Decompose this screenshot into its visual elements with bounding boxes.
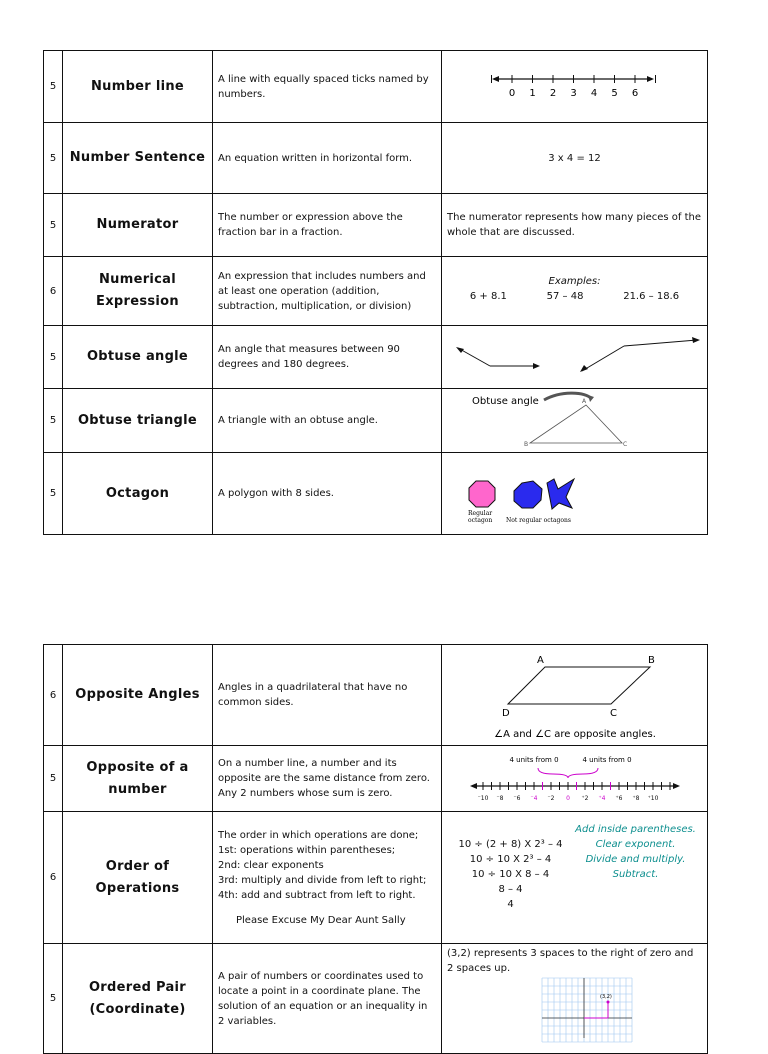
vertex-label: B — [524, 441, 529, 448]
definition-cell — [213, 812, 442, 944]
table-row — [44, 944, 708, 1054]
vocabulary-table-1 — [43, 50, 708, 535]
tick-label: 0 — [508, 88, 516, 99]
point-label: (3,2) — [600, 994, 612, 1000]
term-cell: Obtuse triangle — [63, 389, 213, 453]
vertex-label: C — [623, 441, 628, 448]
operation-step: 10 ÷ (2 + 8) X 2³ – 4 — [458, 839, 563, 850]
term-cell: Number Sentence — [63, 123, 213, 194]
example-cell — [442, 51, 708, 123]
obtuse-angle-label: Obtuse angle — [472, 396, 539, 407]
definition-cell: A pair of numbers or coordinates used to locate a point in a coordinate plane. The solution of an equation or an inequality in 2 variables. — [213, 944, 442, 1054]
tick-label: 1 — [529, 88, 536, 99]
table-row — [44, 453, 708, 535]
term-cell: Obtuse angle — [63, 326, 213, 389]
table-row — [44, 812, 708, 944]
definition-line: 2nd: clear exponents — [218, 859, 324, 871]
example-expression: 21.6 – 18.6 — [623, 291, 680, 302]
regular-octagon-label: octagon — [468, 517, 493, 524]
term-cell: Opposite Angles — [63, 645, 213, 746]
example-expression: 57 – 48 — [546, 291, 584, 302]
definition-cell: The number or expression above the fraction bar in a fraction. — [213, 194, 442, 257]
grade-cell: 5 — [44, 51, 63, 123]
definition-line: 4th: add and subtract from left to right. — [218, 889, 416, 901]
example-cell: 3 x 4 = 12 — [442, 123, 708, 194]
operation-step: 8 – 4 — [498, 884, 523, 895]
example-text: The numerator represents how many pieces of the whole that are discussed. — [447, 212, 702, 238]
term-line: Numerical — [99, 272, 176, 287]
example-expression: 6 + 8.1 — [469, 291, 507, 302]
opposite-angles-figure — [442, 645, 708, 745]
example-cell — [442, 389, 708, 453]
obtuse-angle-figure — [442, 326, 708, 388]
tick-label: ⁻2 — [547, 795, 555, 802]
term-line: Ordered Pair — [88, 979, 187, 995]
example-cell — [442, 944, 708, 1054]
definition-line: 1st: operations within parentheses; — [218, 844, 396, 856]
tick-label: ⁻4 — [530, 795, 538, 802]
octagon-figure — [442, 453, 708, 534]
operation-note: Divide and multiply. — [585, 854, 686, 865]
brace-label: 4 units from 0 — [582, 756, 632, 764]
operation-step: 4 — [507, 899, 514, 910]
term-line: Expression — [96, 294, 179, 309]
definition-line: The order in which operations are done; — [218, 829, 419, 841]
definition-cell: An expression that includes numbers and at least one operation (addition, subtraction, multiplication, or division) — [213, 257, 442, 326]
grade-cell: 6 — [44, 645, 63, 746]
vertex-label: A — [537, 655, 544, 666]
grade-cell: 5 — [44, 194, 63, 257]
tick-label: ⁺2 — [581, 795, 589, 802]
grade-cell: 6 — [44, 257, 63, 326]
tick-label: 4 — [590, 88, 598, 99]
grade-cell: 5 — [44, 389, 63, 453]
obtuse-triangle-figure — [442, 389, 708, 452]
vertex-label: C — [610, 708, 617, 719]
definition-cell: Angles in a quadrilateral that have no common sides. — [213, 645, 442, 746]
grade-cell: 5 — [44, 123, 63, 194]
definition-line: 3rd: multiply and divide from left to right; — [218, 874, 427, 886]
vertex-label: D — [502, 708, 510, 719]
tick-label: ⁻8 — [496, 795, 504, 802]
term-cell: Number line — [63, 51, 213, 123]
vocabulary-table-2 — [43, 644, 708, 1054]
opposite-number-line-figure — [442, 746, 708, 811]
examples-heading: Examples: — [548, 276, 601, 287]
operation-step: 10 ÷ 10 X 8 – 4 — [471, 869, 550, 880]
term-cell: Numerator — [63, 194, 213, 257]
tick-label: 2 — [549, 88, 557, 99]
regular-octagon-shape — [469, 481, 495, 507]
mnemonic-line: Please Excuse My Dear Aunt Sally — [236, 914, 406, 926]
example-cell — [442, 257, 708, 326]
table-row — [44, 51, 708, 123]
operation-note: Add inside parentheses. — [575, 824, 696, 835]
opposite-angles-caption: ∠A and ∠C are opposite angles. — [494, 729, 656, 740]
term-cell — [63, 812, 213, 944]
table-row — [44, 389, 708, 453]
coordinate-plane-figure — [442, 976, 708, 1046]
term-line: number — [108, 781, 167, 797]
table-row — [44, 123, 708, 194]
table-row — [44, 257, 708, 326]
term-line: Order of — [105, 858, 170, 874]
grade-cell: 5 — [44, 746, 63, 812]
irregular-octagon-shape — [547, 479, 574, 509]
tick-label: 5 — [611, 88, 618, 99]
irregular-octagon-label: Not regular octagons — [506, 517, 571, 524]
tick-label: 6 — [631, 88, 639, 99]
example-cell — [442, 194, 708, 257]
term-cell — [63, 944, 213, 1054]
example-cell — [442, 326, 708, 389]
example-cell — [442, 746, 708, 812]
term-cell: Octagon — [63, 453, 213, 535]
term-line: (Coordinate) — [89, 1001, 186, 1017]
term-line: Opposite of a — [86, 759, 189, 775]
irregular-octagon-shape — [514, 481, 542, 508]
tick-label: 3 — [570, 88, 577, 99]
term-line: Operations — [95, 880, 180, 896]
example-cell — [442, 812, 708, 944]
vertex-label: A — [582, 398, 587, 405]
tick-label: ⁺6 — [615, 795, 623, 802]
operation-note: Clear exponent. — [595, 839, 676, 850]
tick-label: ⁻10 — [477, 795, 489, 802]
operation-note: Subtract. — [612, 869, 659, 880]
tick-label: ⁺4 — [598, 795, 606, 802]
tick-label: 0 — [566, 795, 570, 802]
tick-label: ⁻6 — [513, 795, 521, 802]
number-line-figure — [442, 51, 708, 122]
definition-cell: A polygon with 8 sides. — [213, 453, 442, 535]
example-text: (3,2) represents 3 spaces to the right of zero and 2 spaces up. — [447, 948, 694, 974]
table-row — [44, 326, 708, 389]
vertex-label: B — [648, 655, 655, 666]
example-cell — [442, 453, 708, 535]
definition-cell: An equation written in horizontal form. — [213, 123, 442, 194]
term-cell — [63, 746, 213, 812]
grade-cell: 5 — [44, 326, 63, 389]
term-cell — [63, 257, 213, 326]
operation-step: 10 ÷ 10 X 2³ – 4 — [469, 854, 552, 865]
regular-octagon-label: Regular — [468, 510, 493, 517]
definition-cell: A line with equally spaced ticks named by numbers. — [213, 51, 442, 123]
example-cell — [442, 645, 708, 746]
brace-label: 4 units from 0 — [509, 756, 559, 764]
table-row — [44, 746, 708, 812]
table-row — [44, 645, 708, 746]
table-row — [44, 194, 708, 257]
definition-cell: An angle that measures between 90 degrees and 180 degrees. — [213, 326, 442, 389]
grade-cell: 6 — [44, 812, 63, 944]
tick-label: ⁺8 — [632, 795, 640, 802]
grade-cell: 5 — [44, 944, 63, 1054]
definition-cell: A triangle with an obtuse angle. — [213, 389, 442, 453]
definition-cell: On a number line, a number and its opposite are the same distance from zero. Any 2 numbers whose sum is zero. — [213, 746, 442, 812]
tick-label: ⁺10 — [647, 795, 659, 802]
grade-cell: 5 — [44, 453, 63, 535]
